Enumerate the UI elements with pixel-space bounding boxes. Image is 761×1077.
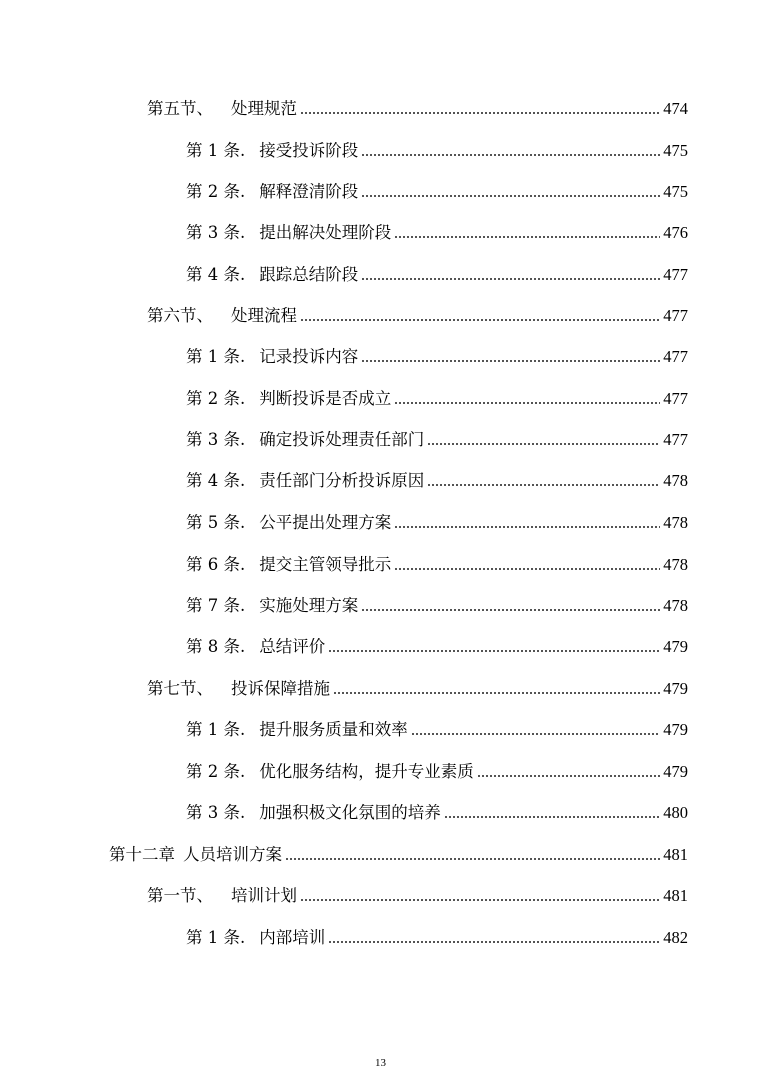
toc-entry-page: 481 [663,886,688,905]
toc-entry-number: 第 2 条. [186,389,246,408]
toc-entry-article[interactable] [186,719,688,741]
toc-entry-title: 责任部门分析投诉原因 [259,471,425,490]
toc-entry-number: 第七节、 [147,679,213,698]
toc-entry-number: 第一节、 [147,886,213,905]
toc-entry-chapter[interactable] [109,844,688,866]
toc-entry-article[interactable] [186,222,688,244]
toc-entry-section[interactable] [147,305,688,327]
toc-entry-page: 477 [663,265,688,284]
toc-entry-page: 479 [663,637,688,656]
dot-leader [361,278,660,280]
toc-entry-article[interactable] [186,470,688,492]
toc-entry-section[interactable] [147,678,688,700]
toc-entry-article[interactable] [186,140,688,162]
dot-leader [361,195,660,197]
toc-entry-article[interactable] [186,636,688,658]
toc-entry-page: 474 [663,99,688,118]
toc-entry-page: 479 [663,762,688,781]
dot-leader [394,402,660,404]
toc-entry-title: 确定投诉处理责任部门 [259,430,425,449]
dot-leader [427,484,660,486]
toc-entry-title: 解释澄清阶段 [259,182,359,201]
toc-entry-page: 482 [663,928,688,947]
toc-entry-number: 第 1 条. [186,141,246,160]
toc-entry-number: 第 3 条. [186,803,246,822]
toc-entry-number: 第 2 条. [186,762,246,781]
dot-leader [477,775,661,777]
toc-entry-title: 提升服务质量和效率 [259,720,408,739]
toc-entry-article[interactable] [186,554,688,576]
toc-entry-title: 公平提出处理方案 [259,513,392,532]
toc-entry-title: 接受投诉阶段 [259,141,359,160]
toc-entry-number: 第 7 条. [186,596,246,615]
toc-entry-number: 第 1 条. [186,720,246,739]
dot-leader [300,319,660,321]
toc-entry-page: 475 [663,141,688,160]
toc-entry-page: 478 [663,555,688,574]
toc-entry-number: 第 2 条. [186,182,246,201]
toc-entry-article[interactable] [186,761,688,783]
toc-entry-article[interactable] [186,512,688,534]
page-number: 13 [375,1057,386,1069]
toc-entry-page: 479 [663,679,688,698]
toc-entry-page: 477 [663,389,688,408]
toc-entry-title: 内部培训 [259,928,326,947]
dot-leader [328,650,660,652]
dot-leader [394,568,660,570]
dot-leader [394,526,660,528]
toc-entry-number: 第 1 条. [186,928,246,947]
dot-leader [300,899,660,901]
toc-entry-article[interactable] [186,181,688,203]
toc-entry-title: 处理规范 [231,99,297,118]
toc-entry-number: 第 1 条. [186,347,246,366]
toc-entry-page: 481 [663,845,688,864]
dot-leader [411,733,661,735]
toc-entry-article[interactable] [186,927,688,949]
toc-entry-number: 第 4 条. [186,471,246,490]
toc-entry-number: 第十二章 [109,845,175,864]
toc-entry-page: 475 [663,182,688,201]
dot-leader [427,443,660,445]
toc-entry-article[interactable] [186,595,688,617]
toc-entry-page: 477 [663,306,688,325]
toc-entry-title: 总结评价 [259,637,326,656]
toc-entry-number: 第 4 条. [186,265,246,284]
toc-entry-number: 第 5 条. [186,513,246,532]
toc-entry-title: 优化服务结构，提升专业素质 [259,762,474,781]
toc-entry-page: 477 [663,430,688,449]
dot-leader [394,236,660,238]
toc-entry-page: 478 [663,471,688,490]
toc-entry-title: 判断投诉是否成立 [259,389,392,408]
toc-entry-section[interactable] [147,885,688,907]
toc-entry-title: 实施处理方案 [259,596,359,615]
toc-entry-number: 第 3 条. [186,223,246,242]
dot-leader [361,154,660,156]
toc-entry-number: 第五节、 [147,99,213,118]
dot-leader [285,858,660,860]
toc-entry-title: 跟踪总结阶段 [259,265,359,284]
toc-entry-number: 第 6 条. [186,555,246,574]
toc-entry-title: 培训计划 [231,886,297,905]
toc-entry-page: 476 [663,223,688,242]
toc-entry-title: 记录投诉内容 [259,347,359,366]
toc-entry-title: 投诉保障措施 [231,679,330,698]
toc-entry-number: 第六节、 [147,306,213,325]
toc-entry-title: 加强积极文化氛围的培养 [259,803,441,822]
toc-entry-title: 提交主管领导批示 [259,555,392,574]
toc-entry-article[interactable] [186,388,688,410]
toc-entry-number: 第 3 条. [186,430,246,449]
dot-leader [444,816,661,818]
toc-entry-article[interactable] [186,346,688,368]
dot-leader [361,609,660,611]
toc-entry-title: 提出解决处理阶段 [259,223,392,242]
toc-entry-article[interactable] [186,264,688,286]
toc-entry-title: 处理流程 [231,306,297,325]
toc-entry-number: 第 8 条. [186,637,246,656]
toc-entry-page: 477 [663,347,688,366]
dot-leader [361,360,660,362]
dot-leader [328,941,660,943]
dot-leader [300,112,660,114]
dot-leader [333,692,660,694]
toc-entry-article[interactable] [186,429,688,451]
toc-entry-page: 480 [663,803,688,822]
toc-entry-section[interactable] [147,98,688,120]
toc-entry-title: 人员培训方案 [183,845,282,864]
toc-entry-page: 479 [663,720,688,739]
toc-entry-article[interactable] [186,802,688,824]
toc-entry-page: 478 [663,513,688,532]
toc-entry-page: 478 [663,596,688,615]
